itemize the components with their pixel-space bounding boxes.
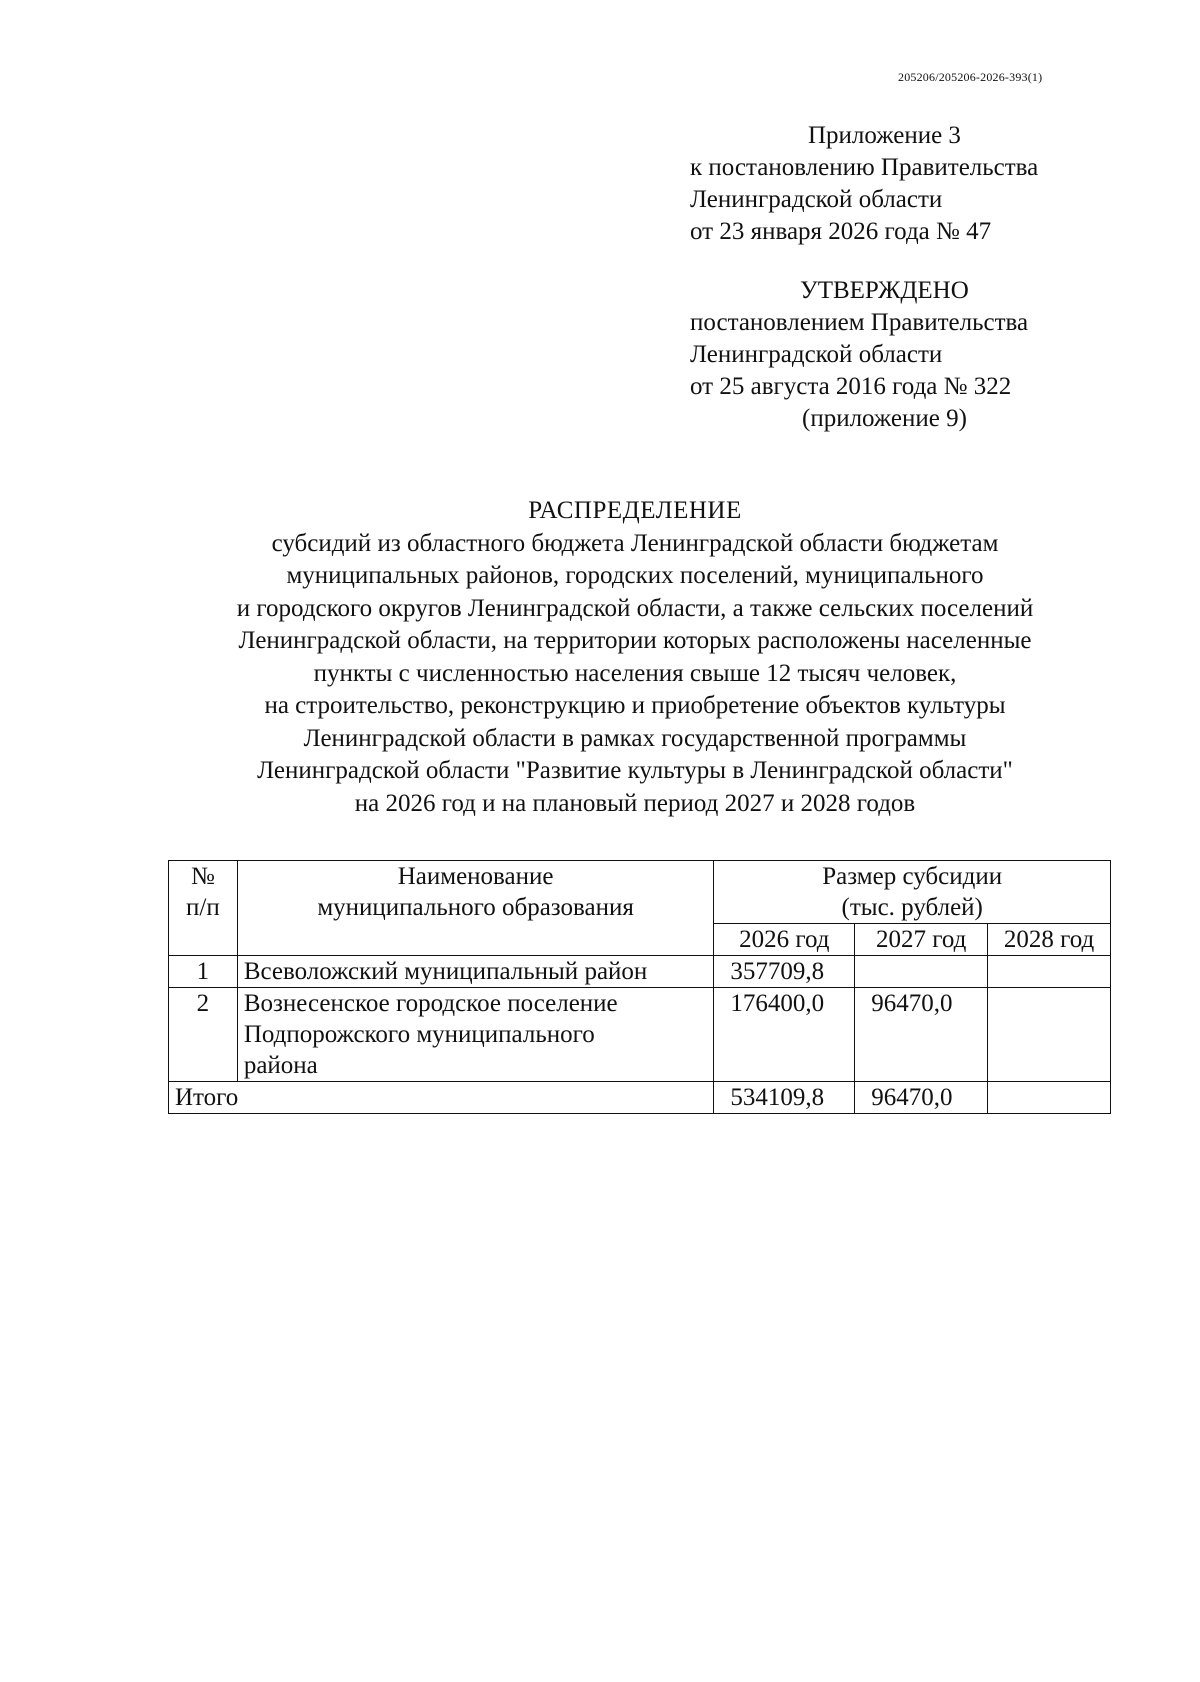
annex-line: Ленинградской области (690, 186, 943, 213)
total-value-2028 (988, 1082, 1111, 1114)
header-number-symbol: № (190, 863, 215, 890)
title-line: на строительство, реконструкцию и приобретение объектов культуры (264, 692, 1006, 719)
title-line: и городского округов Ленинградской области, а также сельских поселений (236, 594, 1034, 622)
row-value-2027: 96470,0 (855, 988, 988, 1082)
annex-block (690, 120, 1110, 248)
approved-title: УТВЕРЖДЕНО (800, 277, 969, 304)
document-title (150, 495, 1120, 820)
title-line: на 2026 год и на плановый период 2027 и 2028 годов (354, 789, 916, 817)
approved-line: (приложение 9) (802, 405, 967, 432)
row-value-2026: 357709,8 (714, 956, 855, 988)
row-value-2028 (988, 988, 1111, 1082)
header-name-line2: муниципального образования (317, 894, 634, 921)
table-header-row (169, 861, 1111, 924)
title-line: пункты с численностью населения свыше 12 тысяч человек, (313, 659, 957, 687)
row-name (237, 988, 714, 1082)
annex-title: Приложение 3 (808, 122, 961, 149)
title-heading: РАСПРЕДЕЛЕНИЕ (528, 497, 742, 524)
header-subsidy-size (714, 861, 1111, 924)
approved-line: Ленинградской области (690, 341, 943, 368)
total-label: Итого (169, 1082, 714, 1114)
approved-line: постановлением Правительства (690, 309, 1029, 336)
document-code: 205206/205206-2026-393(1) (898, 70, 1043, 84)
total-value-2026: 534109,8 (714, 1082, 855, 1114)
header-year-2027: 2027 год (855, 924, 988, 956)
approved-line: от 25 августа 2016 года № 322 (690, 373, 1012, 400)
total-value-2027: 96470,0 (855, 1082, 988, 1114)
title-line: муниципальных районов, городских поселений, муниципального (286, 562, 984, 589)
title-line: Ленинградской области "Развитие культуры в Ленинградской области" (257, 757, 1013, 784)
row-value-2026: 176400,0 (714, 988, 855, 1082)
table-row (169, 956, 1111, 988)
header-number-label: п/п (186, 894, 220, 921)
row-value-2027 (855, 956, 988, 988)
approved-block (690, 275, 1110, 435)
row-name-line: Вознесенское городское поселение (243, 990, 618, 1017)
title-line: Ленинградской области, на территории которых расположены населенные (238, 627, 1032, 654)
row-value-2028 (988, 956, 1111, 988)
annex-line: к постановлению Правительства (690, 154, 1039, 181)
row-name-line: района (243, 1052, 318, 1079)
row-number: 1 (169, 956, 238, 988)
table-row (169, 988, 1111, 1082)
header-subsidy-line2: (тыс. рублей) (841, 894, 983, 921)
row-name-line: Всеволожский муниципальный район (243, 958, 648, 985)
title-line: Ленинградской области в рамках государственной программы (303, 724, 967, 752)
header-number (169, 861, 238, 956)
table-total-row (169, 1082, 1111, 1114)
row-name (237, 956, 714, 988)
row-number: 2 (169, 988, 238, 1082)
annex-line: от 23 января 2026 года № 47 (690, 218, 992, 245)
row-name-line: Подпорожского муниципального (243, 1021, 595, 1048)
title-line: субсидий из областного бюджета Ленинградской области бюджетам (271, 529, 999, 557)
header-name-line1: Наименование (397, 863, 554, 890)
header-year-2028: 2028 год (988, 924, 1111, 956)
header-year-2026: 2026 год (714, 924, 855, 956)
subsidy-table (168, 860, 1111, 1114)
header-name (237, 861, 714, 956)
header-subsidy-line1: Размер субсидии (822, 863, 1003, 890)
